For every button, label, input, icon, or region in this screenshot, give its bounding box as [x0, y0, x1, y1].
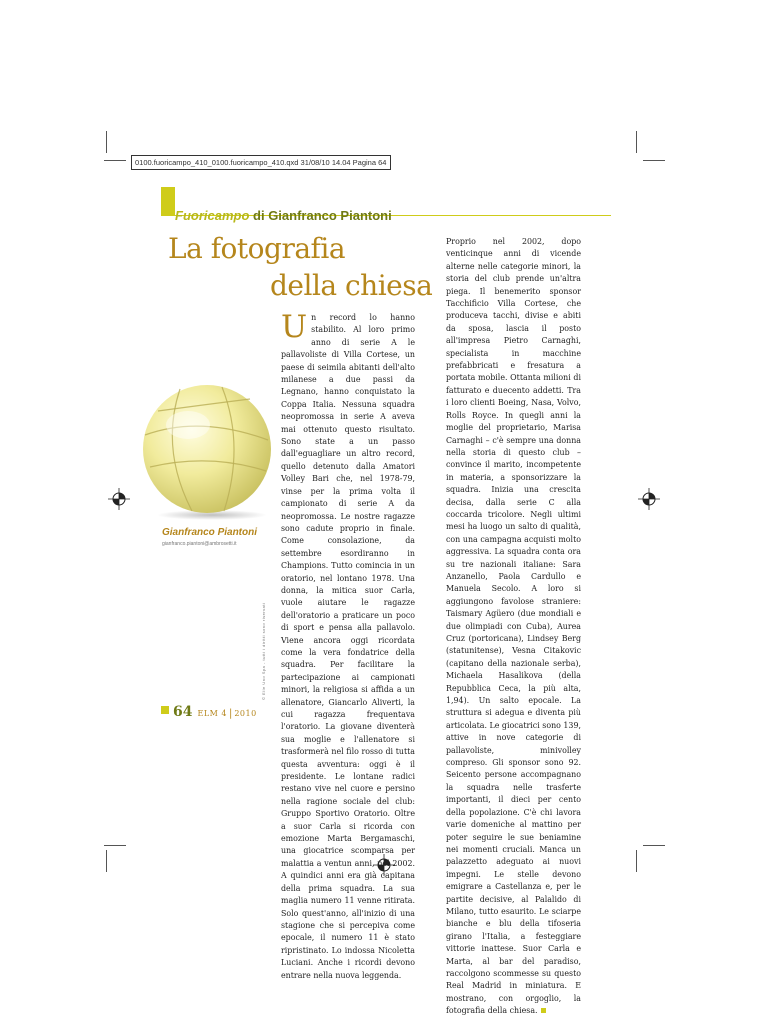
end-mark-icon [541, 1008, 546, 1013]
crop-mark [636, 131, 637, 153]
folio-separator: | [228, 708, 233, 719]
rubric-label: Fuoricampo [175, 208, 250, 223]
rubric-color-block [161, 187, 175, 215]
article-title-line-2: della chiesa [270, 269, 433, 302]
drop-cap: U [281, 309, 308, 345]
crop-mark [104, 160, 126, 161]
article-text-1: n record lo hanno stabilito. Al loro primo anno di serie A le pallavoliste di Villa Cortese, un paese di seimila abitanti dell'alto milanese a due passi da Legnano, hanno conquistato la Coppa Italia. Nessuna squadra neopromossa in serie A aveva mai ottenuto questo risultato. Sono state a un passo dall'eguagliare un altro record, quello detenuto dalla Amatori Volley Bari che, nel 1978-79, vinse per la prima volta il campionato di serie A da neopromossa. Le nostre ragazze sono cadute proprio in finale. Come consolazione, da settembre esordiranno in Champions. Tutto comincia in un oratorio, nel lontano 1978. Una donna, la mitica suor Carla, vuole aiutare le ragazze dell'oratorio a praticare un poco di sport e pensa alla pallavolo. Viene ancora oggi ricordata come la vera fondatrice della squadra. Per facilitare la partecipazione ai campionati minori, la religiosa si affida a un allenatore, Giancarlo Aliverti, la cui ragazza frequentava l'oratorio. La giovane diventerà sua moglie e l'allenatore si trasformerà nel filo rosso di tutta questa avventura: oggi è il presidente. Le lontane radici restano vive nel cuore e persino nella ragione sociale del club: Gruppo Sportivo Oratorio. Oltre a suor Carla si ricorda con emozione Marta Bergamaschi, una giocatrice scomparsa per malattia a ventun anni, nel 2002. A quindici anni era già capitana della prima squadra. La sua maglia numero 11 venne ritirata. Solo quest'anno, all'inizio di una stagione che si percepiva come epocale, il numero 11 è stato ripristinato. Lo indossa Nicoletta Luciani. Anche i ricordi devono entrare nella nuova leggenda. [281, 313, 415, 980]
article-column-2 [446, 236, 581, 1018]
crop-mark [104, 845, 126, 846]
crop-mark [643, 160, 665, 161]
crop-mark [636, 850, 637, 872]
article-text-2: Proprio nel 2002, dopo venticinque anni di vicende alterne nelle categorie minori, la storia del club prende un'altra piega. Il benemerito sponsor Tacchificio Villa Cortese, che produceva tacchi, divise e abiti da sposa, lascia il posto all'impresa Pietro Carnaghi, specialista in macchine prefabbricati e fresatura a portata mobile. Ottanta milioni di fatturato e duecento addetti. Tra i loro clienti Boeing, Nasa, Volvo, Rolls Royce. In quegli anni la moglie del proprietario, Marisa Carnaghi – c'è sempre una donna nella storia di questo club – convince il marito, incompetente in materia, a sponsorizzare la squadra. Inizia una crescita decisa, dalla serie C alla coccarda tricolore. Negli ultimi mesi ha luogo un salto di qualità, con una campagna acquisti molto aggressiva. La squadra conta ora su tre nazionali italiane: Sara Anzanello, Paola Cardullo e Manuela Secolo. A loro si aggiungono favolose straniere: Taismary Agüero (due mondiali e due olimpiadi con Cuba), Aurea Cruz (portoricana), Lindsey Berg (statunitense), Vesna Citakovic (capitano della nazionale serba), Michaela Hasalikova (della Repubblica Ceca, la più alta, 1,94). Un salto epocale. La struttura si adegua e diventa più articolata. Le giocatrici sono 139, attive in nove categorie di pallavoliste, minivolley compreso. Gli sponsor sono 92. Seicento persone accompagnano la squadra nelle trasferte importanti, il dieci per cento della popolazione. C'è chi lavora varie domeniche al mattino per poter seguire le sue beniamine nei momenti cruciali. Manca un palazzetto adeguato ai nuovi impegni. Le stelle devono emigrare a Castellanza e, per le partite decisive, al Palalido di Milano, tutto esaurito. Le sciarpe bianche e blu della tifoseria girano l'Italia, a festeggiare vittorie inattese. Suor Carla e Marta, al bar del paradiso, raccolgono scommesse su questo Real Madrid in miniatura. E mostrano, con orgoglio, la fotografia della chiesa. [446, 237, 581, 1016]
magazine-issue: ELM 4 [197, 709, 227, 718]
printer-slug: 0100.fuoricampo_410_0100.fuoricampo_410.qxd 31/08/10 14.04 Pagina 64 [135, 158, 387, 167]
article-column-1 [281, 309, 415, 982]
copyright-notice: © Elle Uno Spa - tutti i diritti sono riservati [261, 602, 266, 700]
registration-mark-icon [638, 488, 660, 510]
author-name: Gianfranco Piantoni [162, 527, 258, 538]
registration-mark-icon [108, 488, 130, 510]
page-number: 64 [173, 704, 193, 720]
folio [173, 701, 257, 720]
crop-mark [106, 850, 107, 872]
rubric-byline: di Gianfranco Piantoni [253, 208, 392, 223]
volleyball-icon [140, 345, 275, 520]
crop-mark [643, 845, 665, 846]
issue-year: 2010 [234, 709, 257, 718]
author-email: gianfranco.piantoni@ambrosetti.it [162, 541, 237, 547]
folio-square [161, 706, 169, 714]
rubric [175, 208, 392, 223]
crop-mark [106, 131, 107, 153]
article-title-line-1: La fotografia [168, 232, 346, 265]
